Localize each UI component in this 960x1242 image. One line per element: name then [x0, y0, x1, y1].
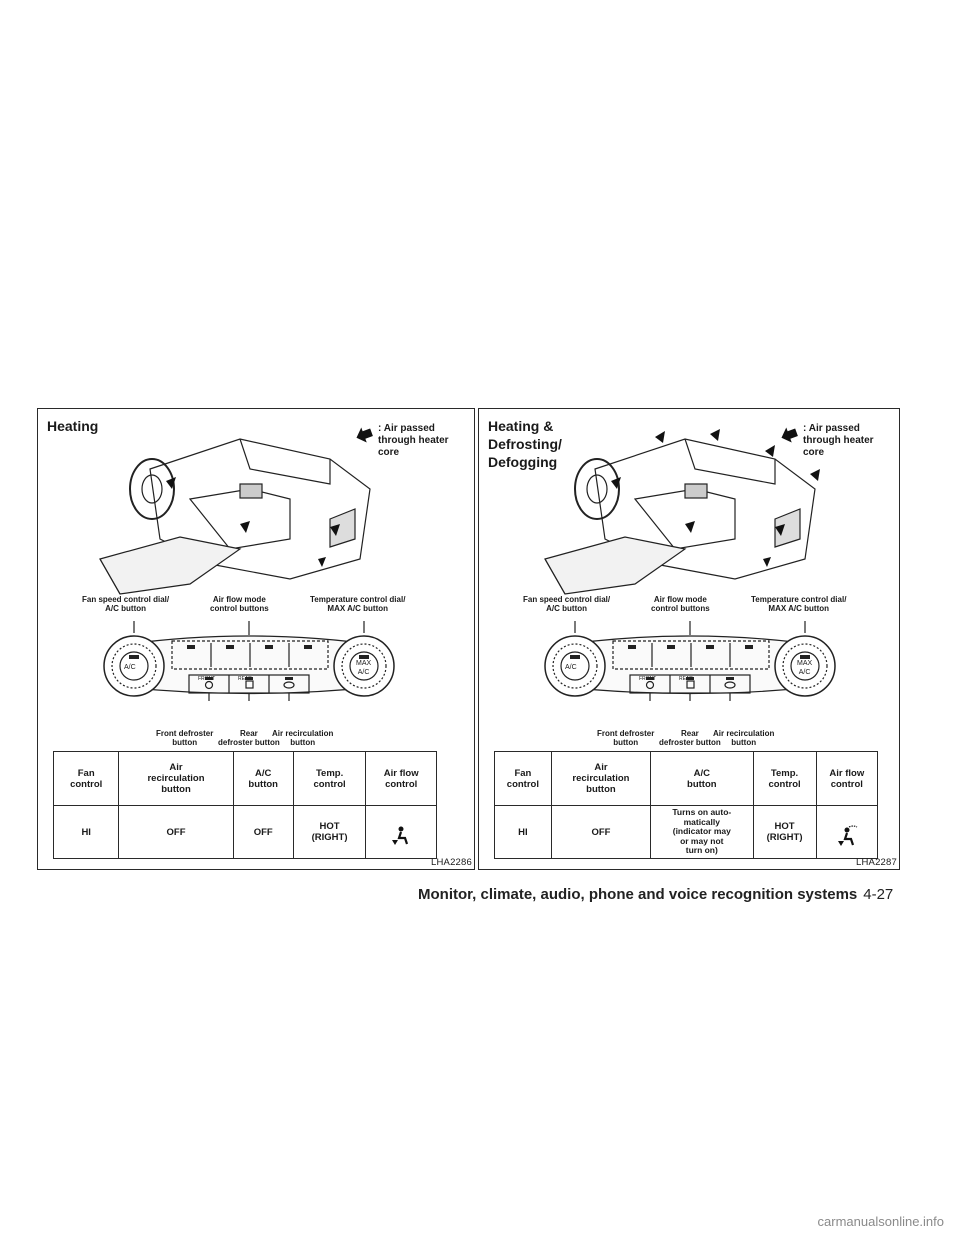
figure-code: LHA2286	[430, 857, 472, 868]
header-airflow: Air flow control	[366, 752, 437, 806]
header-temp: Temp. control	[293, 752, 366, 806]
cell-fan: HI	[495, 806, 552, 859]
air-recirc-label: Air recirculation button	[272, 729, 334, 747]
header-recirc: Air recirculation button	[551, 752, 650, 806]
watermark: carmanualsonline.info	[817, 1214, 944, 1229]
header-airflow: Air flow control	[816, 752, 877, 806]
page-number: 4-27	[863, 886, 894, 903]
dashboard-illustration	[90, 429, 380, 599]
cell-ac: OFF	[233, 806, 293, 859]
heating-figure	[37, 408, 475, 870]
rear-defroster-label: Rear defroster button	[659, 729, 721, 747]
figure-title: Heating	[47, 418, 99, 434]
air-recirc-label: Air recirculation button	[713, 729, 775, 747]
front-defroster-label: Front defroster button	[156, 729, 214, 747]
air-flow-mode-label: Air flow mode control buttons	[210, 595, 269, 613]
figure-code: LHA2287	[855, 857, 897, 868]
header-ac: A/C button	[233, 752, 293, 806]
header-fan: Fan control	[495, 752, 552, 806]
dashboard-illustration	[535, 429, 825, 599]
header-temp: Temp. control	[753, 752, 816, 806]
front-button-text: FRONT	[639, 676, 657, 682]
cell-recirc: OFF	[551, 806, 650, 859]
figure-title: Heating & Defrosting/ Defogging	[488, 418, 562, 470]
legend-text: : Air passed through heater core	[378, 423, 449, 458]
fan-speed-label: Fan speed control dial/ A/C button	[82, 595, 170, 613]
floor-defrost-vent-icon	[835, 825, 859, 847]
temp-dial-text: MAX A/C	[797, 660, 813, 676]
header-ac: A/C button	[651, 752, 753, 806]
header-recirc: Air recirculation button	[119, 752, 233, 806]
temperature-label: Temperature control dial/ MAX A/C button	[310, 595, 406, 613]
section-title: Monitor, climate, audio, phone and voice recognition systems	[418, 886, 858, 903]
air-flow-mode-label: Air flow mode control buttons	[651, 595, 710, 613]
fan-speed-label: Fan speed control dial/ A/C button	[523, 595, 611, 613]
heating-defrosting-figure	[478, 408, 900, 870]
fan-dial-text: A/C	[124, 664, 136, 671]
temp-dial-text: MAX A/C	[356, 660, 372, 676]
cell-airflow	[366, 806, 437, 859]
cell-fan: HI	[54, 806, 119, 859]
rear-defroster-label: Rear defroster button	[218, 729, 280, 747]
front-defroster-label: Front defroster button	[597, 729, 655, 747]
cell-temp: HOT (RIGHT)	[293, 806, 366, 859]
cell-airflow	[816, 806, 877, 859]
cell-ac: Turns on auto- matically (indicator may or may not turn on)	[651, 806, 753, 859]
header-fan: Fan control	[54, 752, 119, 806]
rear-button-text: REAR	[679, 676, 693, 682]
mode-table	[494, 751, 878, 859]
legend-text: : Air passed through heater core	[803, 423, 874, 458]
page-footer	[418, 886, 893, 903]
rear-button-text: REAR	[238, 676, 252, 682]
fan-dial-text: A/C	[565, 664, 577, 671]
temperature-label: Temperature control dial/ MAX A/C button	[751, 595, 847, 613]
cell-temp: HOT (RIGHT)	[753, 806, 816, 859]
front-button-text: FRONT	[198, 676, 216, 682]
mode-table	[53, 751, 437, 859]
cell-recirc: OFF	[119, 806, 233, 859]
floor-vent-icon	[390, 826, 412, 846]
